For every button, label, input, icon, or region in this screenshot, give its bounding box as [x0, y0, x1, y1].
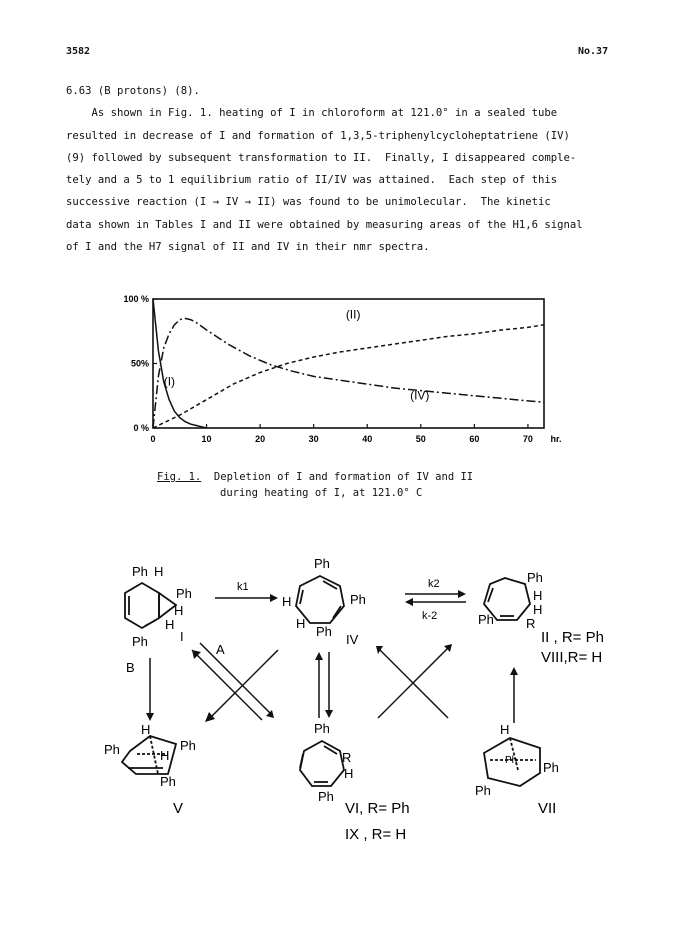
- ph-label: Ph: [318, 789, 334, 804]
- ph-label: Ph: [160, 774, 176, 789]
- x-tick-label: 30: [308, 434, 319, 444]
- ph-label: Ph: [314, 721, 330, 736]
- label-VI: VI, R= Ph: [345, 800, 410, 817]
- ph-label: Ph: [527, 570, 543, 585]
- x-tick-label: 50: [415, 434, 426, 444]
- h-label: H: [174, 603, 184, 618]
- ph-label: Ph: [350, 592, 366, 607]
- figure-label: Fig. 1.: [157, 471, 202, 483]
- ph-label: Ph: [543, 760, 559, 775]
- body-line: successive reaction (I → IV → II) was found to be unimolecular. The kinetic: [66, 196, 551, 209]
- h-label: H: [500, 722, 510, 737]
- h-label: H: [154, 564, 164, 579]
- h-label: H: [141, 722, 151, 737]
- k1-label: k1: [237, 581, 249, 593]
- k2-label: k2: [428, 578, 440, 590]
- r-label: R: [526, 616, 536, 631]
- label-V: V: [173, 800, 184, 817]
- h-label: H: [282, 594, 292, 609]
- h-label: H: [165, 617, 175, 632]
- series-label: (I): [163, 374, 176, 389]
- ph-label: Ph: [505, 755, 518, 766]
- y-tick-label: 0 %: [133, 423, 149, 433]
- body-line: data shown in Tables I and II were obtained by measuring areas of the H1,6 signal: [66, 218, 583, 231]
- x-tick-label: 10: [201, 434, 212, 444]
- figure-caption-line1: Depletion of I and formation of IV and II: [213, 471, 474, 483]
- body-line: tely and a 5 to 1 equilibrium ratio of II/IV was attained. Each step of this: [66, 174, 558, 187]
- ph-label: Ph: [132, 564, 148, 579]
- label-IV: IV: [346, 632, 359, 647]
- series-label: (IV): [410, 388, 430, 403]
- body-line: resulted in decrease of I and formation of 1,3,5-triphenylcycloheptatriene (IV): [66, 129, 570, 142]
- h-label: H: [344, 766, 354, 781]
- h-label: H: [533, 602, 543, 617]
- h-label: H: [160, 748, 170, 763]
- ph-label: Ph: [316, 624, 332, 639]
- ph-label: Ph: [478, 612, 494, 627]
- ph-label: Ph: [180, 738, 196, 753]
- ph-label: Ph: [132, 634, 148, 649]
- label-VII: VII: [538, 800, 557, 817]
- kinetics-chart: [0, 285, 680, 445]
- ph-label: Ph: [475, 783, 491, 798]
- body-line: 6.63 (B protons) (8).: [66, 85, 200, 97]
- series-label: (II): [345, 307, 361, 322]
- x-axis-label: hr.: [550, 434, 562, 444]
- label-II: II , R= Ph: [541, 629, 604, 646]
- ph-label: Ph: [314, 556, 330, 571]
- y-tick-label: 50%: [130, 358, 149, 369]
- x-tick-label: 60: [469, 434, 480, 444]
- series-line-1: [153, 299, 207, 428]
- label-I: I: [180, 629, 184, 644]
- y-tick-label: 100 %: [123, 294, 149, 304]
- body-line: of I and the H7 signal of II and IV in their nmr spectra.: [66, 241, 430, 254]
- ph-label: Ph: [176, 586, 192, 601]
- r-label: R: [342, 750, 352, 765]
- label-VIII: VIII,R= H: [541, 649, 603, 666]
- x-tick-label: 40: [362, 434, 373, 444]
- figure-caption-line2: during heating of I, at 121.0° C: [220, 487, 423, 499]
- x-tick-label: 70: [522, 434, 533, 444]
- a-label: A: [216, 642, 225, 657]
- x-tick-label: 0: [150, 434, 156, 444]
- series-line-2: [153, 318, 544, 428]
- b-label: B: [126, 660, 135, 675]
- reaction-scheme: [0, 548, 680, 878]
- series-line-3: [153, 325, 544, 428]
- h-label: H: [296, 616, 306, 631]
- body-line: As shown in Fig. 1. heating of I in chloroform at 121.0° in a sealed tube: [66, 107, 558, 120]
- x-tick-label: 20: [255, 434, 266, 444]
- h-label: H: [533, 588, 543, 603]
- page-number: 3582: [66, 46, 91, 57]
- label-IX: IX , R= H: [345, 826, 407, 843]
- body-line: (9) followed by subsequent transformation to II. Finally, I disappeared comple-: [66, 151, 577, 164]
- journal-issue: No.37: [578, 46, 609, 57]
- ph-label: Ph: [104, 742, 120, 757]
- body-paragraph: [66, 80, 583, 258]
- k-minus2-label: k-2: [422, 610, 438, 622]
- structure-VI: [300, 741, 344, 786]
